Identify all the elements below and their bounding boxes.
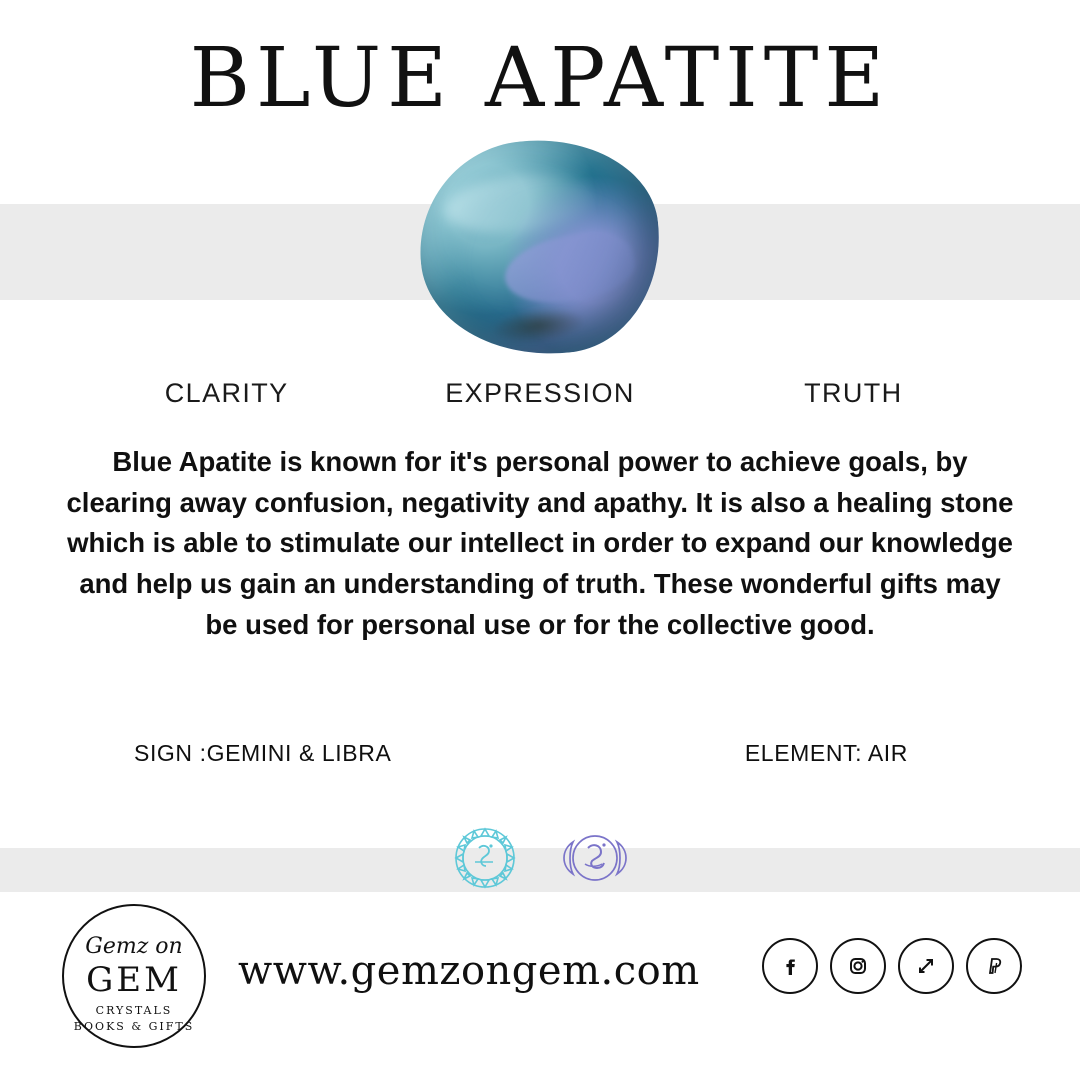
third-eye-chakra-icon [549,812,641,904]
element-label: ELEMENT: AIR [744,740,908,766]
social-links [762,938,1022,994]
facebook-icon[interactable] [762,938,818,994]
keyword-clarity: CLARITY [164,378,289,408]
logo-wordmark: GEM [86,960,182,1000]
blue-apatite-stone-image [420,140,660,355]
keyword-row [70,378,1010,409]
stone-inclusion [489,303,588,347]
keyword-truth: TRUTH [804,378,903,408]
logo-tagline-line1: CRYSTALS [95,1004,173,1017]
keyword-expression: EXPRESSION [445,378,635,408]
throat-chakra-icon [439,812,531,904]
website-url[interactable]: www.gemzongem.com [238,948,700,994]
gemz-on-gem-logo[interactable] [56,898,212,1054]
instagram-icon[interactable] [830,938,886,994]
share-icon[interactable] [898,938,954,994]
logo-script-text: Gemz on [85,934,183,959]
meta-row [0,740,1080,776]
stone-facet [498,221,639,315]
zodiac-sign-label: SIGN :GEMINI & LIBRA [134,740,392,766]
chakra-row [0,812,1080,904]
stone-shape [409,128,670,367]
logo-tagline-line2: BOOKS & GIFTS [73,1020,195,1033]
page-title: BLUE APATITE [189,31,891,126]
paypal-icon[interactable] [966,938,1022,994]
stone-description: Blue Apatite is known for it's personal power to achieve goals, by clearing away confusion, negativity and apathy. It is also a healing stone which is able to stimulate our intellect in order to expand our knowledge and help us gain an understanding of truth. These wonderful gifts may be used for personal use or for the collective good. [66,446,1014,640]
